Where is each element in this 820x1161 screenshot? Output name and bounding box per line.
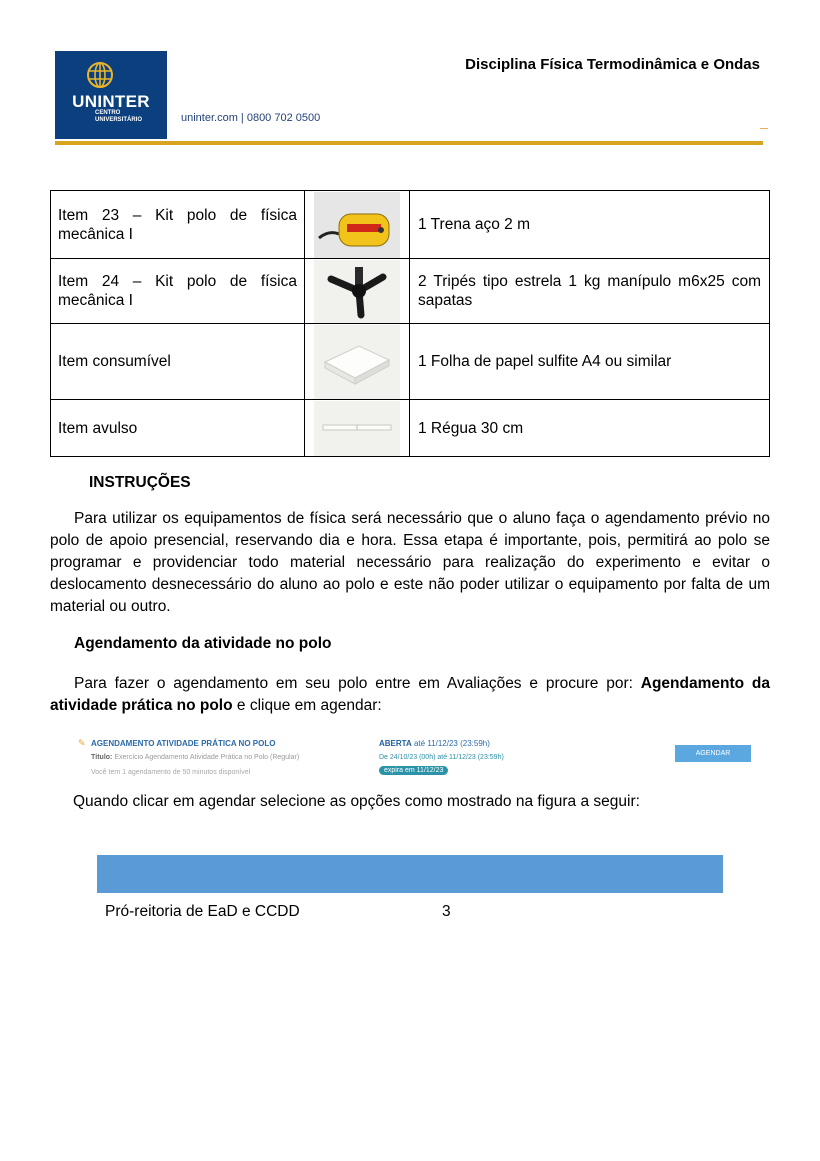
- scheduling-paragraph: [50, 673, 770, 717]
- instructions-heading: INSTRUÇÕES: [89, 474, 191, 491]
- item-cell: Item avulso: [51, 400, 305, 457]
- image-cell: [305, 191, 410, 259]
- description-cell: 1 Régua 30 cm: [410, 400, 770, 457]
- logo-subtitle-line-2: UNIVERSITÁRIO: [95, 117, 143, 123]
- description-cell: 2 Tripés tipo estrela 1 kg manípulo m6x25 com sapatas: [410, 259, 770, 324]
- item-cell: Item consumível: [51, 324, 305, 400]
- items-table: [50, 190, 770, 457]
- schedule-button[interactable]: AGENDAR: [675, 745, 751, 762]
- image-cell: [305, 324, 410, 400]
- after-image-text: Quando clicar em agendar selecione as opções como mostrado na figura a seguir:: [73, 793, 640, 810]
- discipline-title: Disciplina Física Termodinâmica e Ondas: [465, 56, 760, 73]
- tape-measure-image: [314, 192, 400, 258]
- activity-period: De 24/10/23 (00h) até 11/12/23 (23:59h): [379, 754, 504, 761]
- scheduling-intro-end: e clique em agendar:: [232, 697, 382, 714]
- table-row: [51, 324, 770, 400]
- table-row: [51, 191, 770, 259]
- activity-subtitle-value: Exercício Agendamento Atividade Prática no Polo (Regular): [114, 754, 300, 761]
- tripod-star-image: [314, 260, 400, 323]
- activity-card: [78, 736, 758, 782]
- scheduling-heading: Agendamento da atividade no polo: [74, 635, 332, 652]
- instructions-paragraph: Para utilizar os equipamentos de física será necessário que o aluno faça o agendamento prévio no polo de apoio presencial, reservando dia e hora. Essa etapa é importante, pois, permitirá ao polo se programar e providenciar todo material necessário para realização do experimento e evitar o deslocamento desnecessário do aluno ao polo e este não poder utilizar o equipamento por falta de um material ou outro.: [50, 510, 770, 615]
- pencil-icon: ✎: [78, 738, 86, 748]
- activity-availability: Você tem 1 agendamento de 50 minutos disponível: [91, 769, 251, 776]
- page-number: 3: [442, 903, 451, 920]
- status-deadline: até 11/12/23 (23:59h): [413, 739, 490, 748]
- status-badge: ABERTA: [379, 739, 412, 748]
- table-row: [51, 400, 770, 457]
- item-cell: Item 24 – Kit polo de física mecânica I: [51, 259, 305, 324]
- activity-title: AGENDAMENTO ATIVIDADE PRÁTICA NO POLO: [91, 739, 276, 748]
- footer-department: Pró-reitoria de EaD e CCDD: [105, 903, 300, 920]
- scheduling-intro-bold: Agendamento da atividade prática no polo: [50, 675, 771, 714]
- header-divider: [55, 141, 763, 145]
- item-cell: Item 23 – Kit polo de física mecânica I: [51, 191, 305, 259]
- description-cell: 1 Folha de papel sulfite A4 ou similar: [410, 324, 770, 400]
- image-cell: [305, 259, 410, 324]
- activity-status: [379, 739, 490, 748]
- activity-subtitle-label: Título:: [91, 754, 113, 761]
- table-row: [51, 259, 770, 324]
- uninter-logo: [55, 51, 167, 139]
- logo-name: UNINTER: [72, 92, 150, 111]
- description-cell: 1 Trena aço 2 m: [410, 191, 770, 259]
- scheduling-intro-text: Para fazer o agendamento em seu polo entre em Avaliações e procure por:: [74, 675, 641, 692]
- contact-info: uninter.com | 0800 702 0500: [181, 112, 321, 124]
- globe-icon: [85, 60, 115, 90]
- logo-subtitle: [95, 110, 142, 124]
- logo-subtitle-line-1: CENTRO: [95, 110, 121, 116]
- figure-banner: [97, 855, 723, 893]
- image-cell: [305, 400, 410, 457]
- header-mark: [760, 128, 768, 129]
- expiry-badge: expira em 11/12/23: [379, 766, 448, 775]
- activity-subtitle: [91, 754, 299, 761]
- ruler-image: [314, 401, 400, 456]
- paper-sheets-image: [314, 325, 400, 399]
